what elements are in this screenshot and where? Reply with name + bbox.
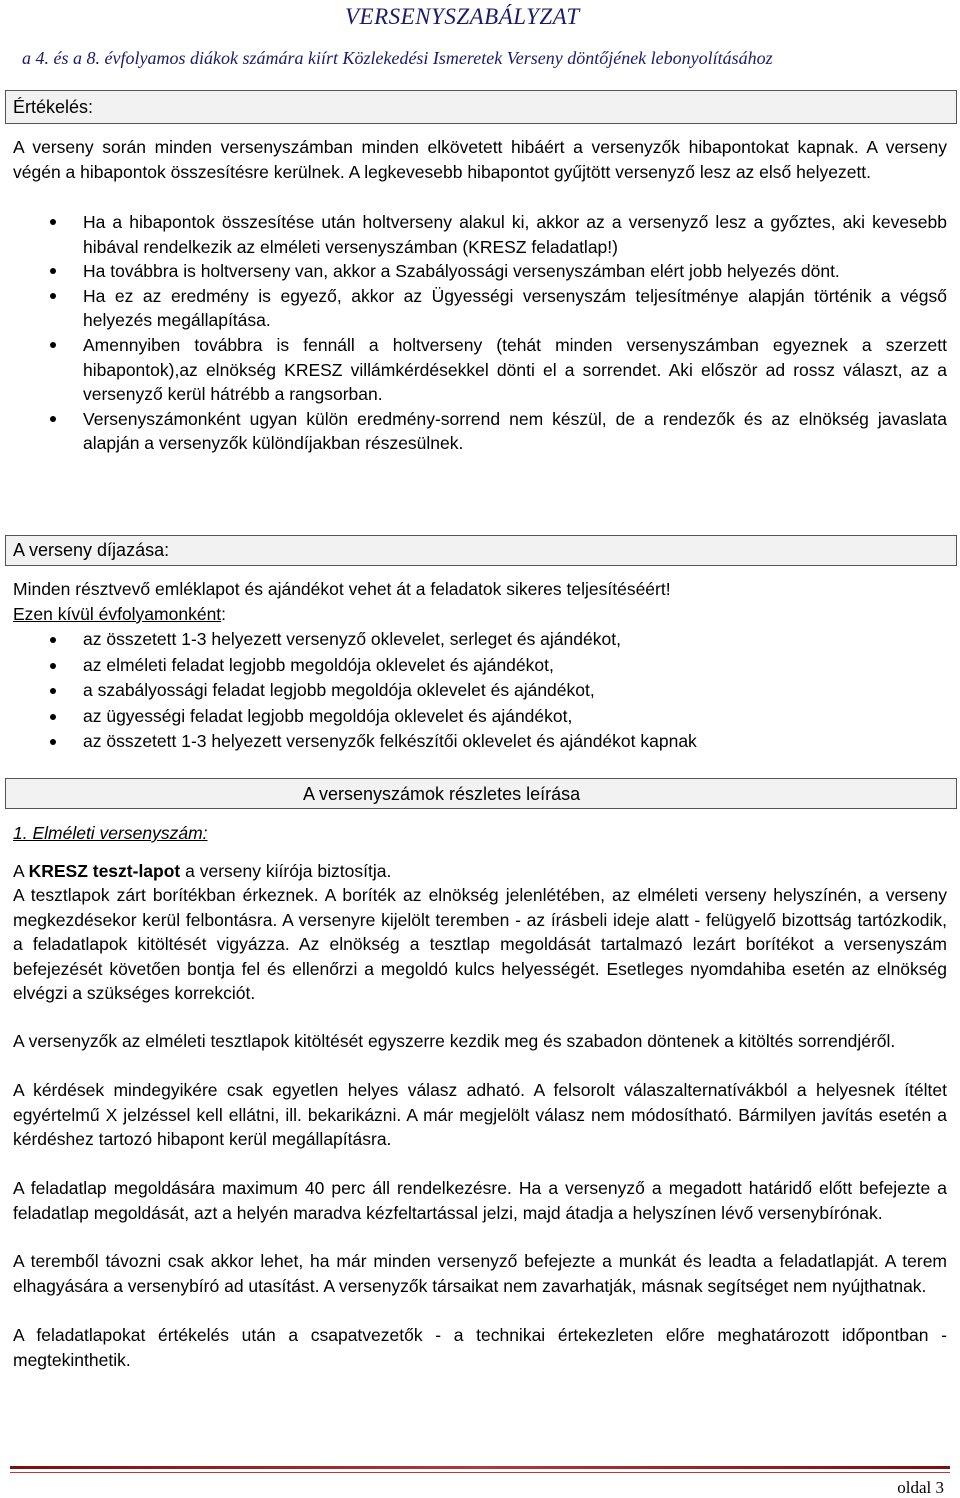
details-p7: A feladatlapokat értékelés után a csapatvezetők - a technikai értekezleten előre meghatározott időpontban - megtekinthetik. (13, 1325, 947, 1370)
bullet-icon (50, 688, 56, 694)
list-item: a szabályossági feladat legjobb megoldója oklevelet és ajándékot, (48, 678, 947, 704)
list-item: Amennyiben továbbra is fennáll a holtverseny (tehát minden versenyszámban egyeznek a szerzett hibapontok),az elnökség KRESZ villámkérdésekkel dönti el a sorrendet. Aki először ad rossz választ, az a versenyző kerül hátrébb a rangsorban. (48, 333, 947, 407)
bullet-icon (50, 268, 56, 274)
bullet-icon (50, 293, 56, 299)
prizes-sub-heading: Ezen kívül évfolyamonként: (13, 604, 227, 624)
evaluation-tiebreak-list (48, 210, 947, 456)
bullet-icon (50, 739, 56, 745)
footer-rule (10, 1466, 950, 1469)
details-p4: A kérdések mindegyikére csak egyetlen helyes válasz adható. A felsorolt válaszalternatívákból a helyesnek ítéltet egyértelmű X jelzéssel kell ellátni, ill. bekarikázni. A már megjelölt válasz nem módosítható. Bármilyen javítás esetén a kérdéshez tartozó hibapont kerül megállapításra. (13, 1080, 947, 1150)
list-item: Ha a hibapontok összesítése után holtverseny alakul ki, akkor az a versenyző lesz a győztes, aki kevesebb hibával rendelkezik az elméleti versenyszámban (KRESZ feladatlap!) (48, 210, 947, 259)
section1-title: 1. Elméleti versenyszám: (13, 823, 208, 843)
evaluation-heading-box (5, 90, 957, 124)
details-p2: A tesztlapok zárt borítékban érkeznek. A boríték az elnökség jelenlétében, az elméleti verseny helyszínén, a verseny megkezdésekor kerül felbontásra. A versenyre kijelölt teremben - az írásbeli ideje alatt - felügyelő bizottság tartózkodik, a feladatlapok kitöltését vigyázza. Az elnökség a tesztlap megoldását tartalmazó lezárt borítékot a versenyszám befejezését követően bontja fel és ellenőrzi a megoldó kulcs helyességét. Esetleges nyomdahiba esetén az elnökség elvégzi a szükséges korrekciót. (13, 885, 947, 1004)
bullet-icon (50, 714, 56, 720)
evaluation-intro: A verseny során minden versenyszámban minden elkövetett hibáért a versenyzők hibapontokat kapnak. A verseny végén a hibapontok összesítésre kerülnek. A legkevesebb hibapontot gyűjtött versenyző lesz az első helyezett. (13, 137, 947, 182)
page-number: oldal 3 (897, 1478, 944, 1497)
bullet-icon (50, 416, 56, 422)
prizes-intro: Minden résztvevő emléklapot és ajándékot vehet át a feladatok sikeres teljesítéséért! (13, 579, 671, 599)
bullet-icon (50, 663, 56, 669)
list-item: az összetett 1-3 helyezett versenyzők felkészítői oklevelet és ajándékot kapnak (48, 729, 947, 755)
prizes-list (48, 627, 947, 755)
list-item: az ügyességi feladat legjobb megoldója oklevelet és ajándékot, (48, 704, 947, 730)
list-item: az elméleti feladat legjobb megoldója oklevelet és ajándékot, (48, 653, 947, 679)
bullet-icon (50, 342, 56, 348)
details-p5: A feladatlap megoldására maximum 40 perc áll rendelkezésre. Ha a versenyző a megadott határidő előtt befejezte a feladatlap megoldását, azt a helyén maradva kézfeltartással jelzi, majd átadja a helyszínen lévő versenybírónak. (13, 1178, 947, 1223)
evaluation-heading: Értékelés: (13, 97, 94, 117)
list-item: Ha ez az eredmény is egyező, akkor az Ügyességi versenyszám teljesítménye alapján történik a végső helyezés megállapítása. (48, 284, 947, 333)
document-title: VERSENYSZABÁLYZAT (345, 4, 580, 29)
details-p1: A KRESZ teszt-lapot a verseny kiírója biztosítja. (13, 861, 392, 881)
list-item: az összetett 1-3 helyezett versenyző oklevelet, serleget és ajándékot, (48, 627, 947, 653)
bullet-icon (50, 219, 56, 225)
details-p3: A versenyzők az elméleti tesztlapok kitöltését egyszerre kezdik meg és szabadon döntenek a kitöltés sorrendjéről. (13, 1031, 896, 1051)
list-item: Ha továbbra is holtverseny van, akkor a Szabályossági versenyszámban elért jobb helyezés dönt. (48, 259, 947, 284)
document-subtitle: a 4. és a 8. évfolyamos diákok számára kiírt Közlekedési Ismeretek Verseny döntőjének lebonyolításához (22, 48, 773, 68)
footer-rule-thin (10, 1472, 950, 1473)
details-p6: A teremből távozni csak akkor lehet, ha már minden versenyző befejezte a munkát és leadta a feladatlapját. A terem elhagyására a versenybíró ad utasítást. A versenyzők társaikat nem zavarhatják, másnak segítséget nem nyújthatnak. (13, 1251, 947, 1296)
list-item: Versenyszámonként ugyan külön eredmény-sorrend nem készül, de a rendezők és az elnökség javaslata alapján a versenyzők különdíjakban részesülnek. (48, 407, 947, 456)
bullet-icon (50, 637, 56, 643)
details-heading: A versenyszámok részletes leírása (303, 784, 581, 804)
prizes-heading: A verseny díjazása: (13, 540, 170, 560)
